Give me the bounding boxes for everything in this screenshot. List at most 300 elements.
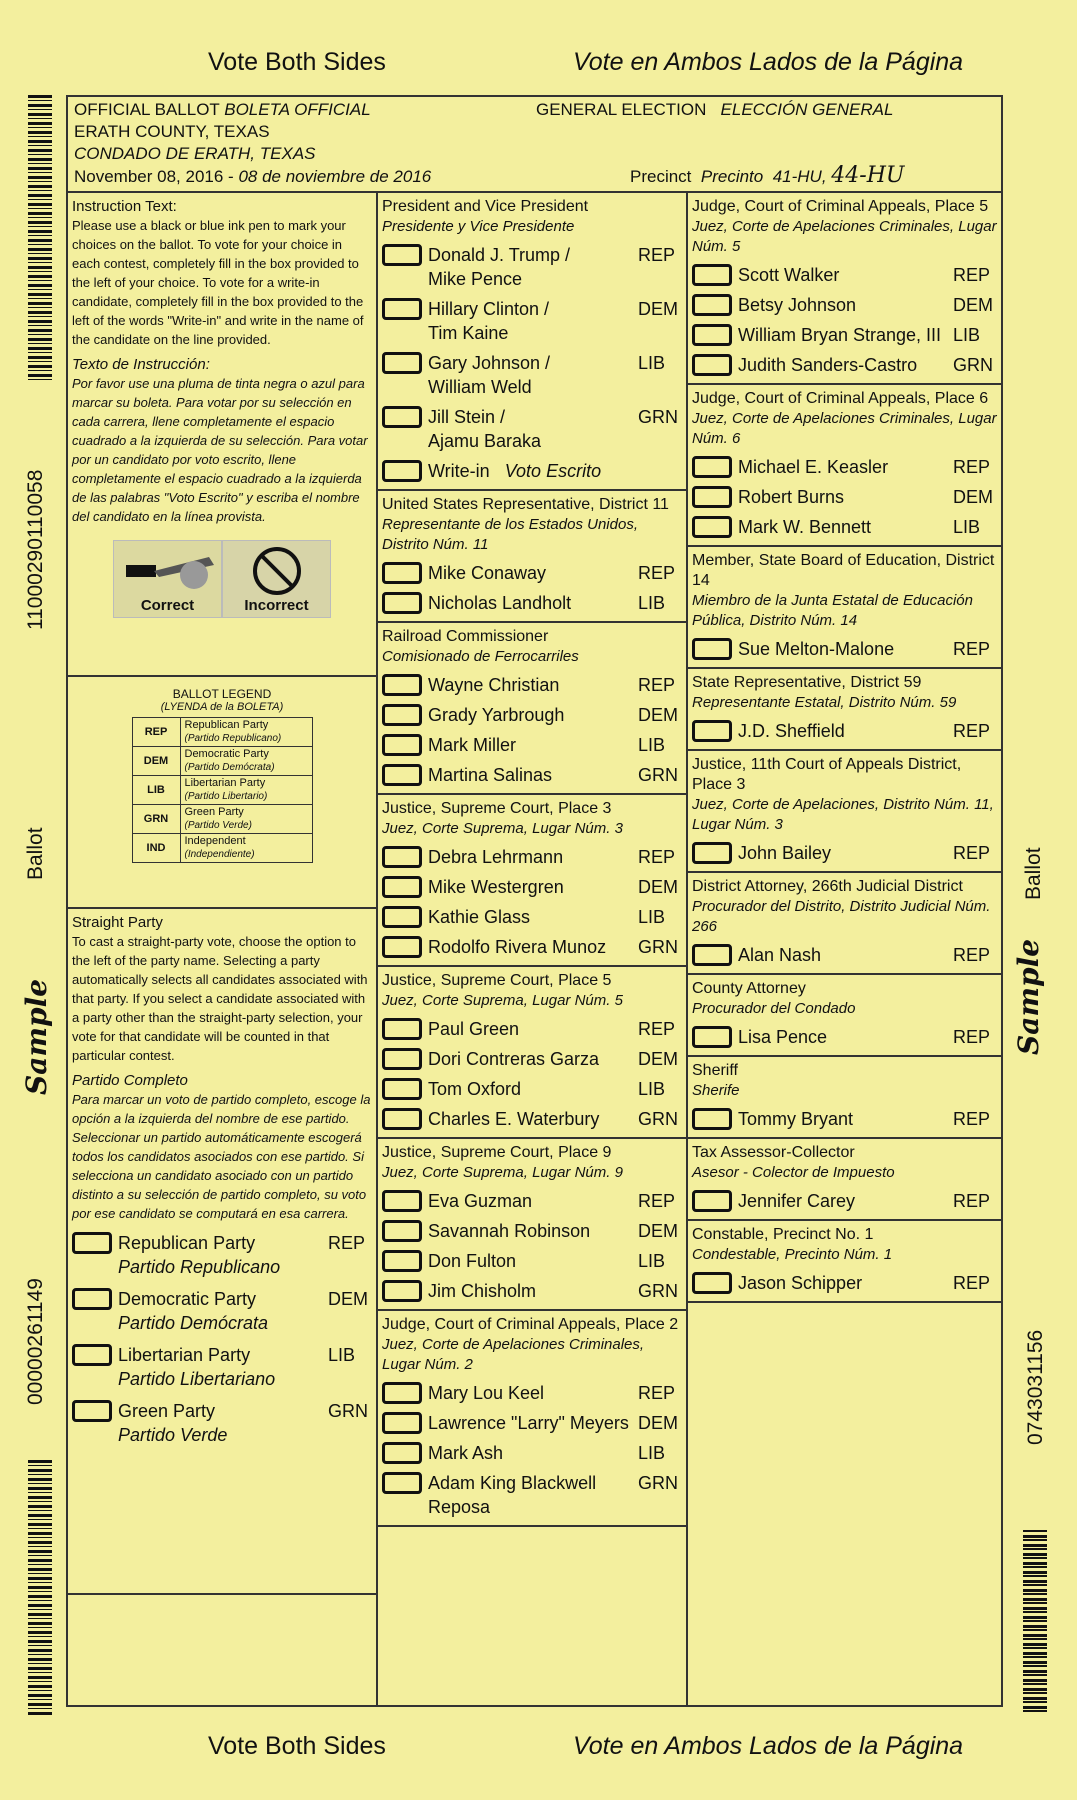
contest <box>688 385 1001 547</box>
vote-box[interactable] <box>692 1190 732 1212</box>
candidate-party: GRN <box>638 407 678 427</box>
legend-row <box>132 718 312 747</box>
vote-box[interactable] <box>382 1048 422 1070</box>
general-election: GENERAL ELECTION <box>536 100 707 119</box>
vote-box[interactable] <box>72 1232 112 1254</box>
contest-title-es: Asesor - Colector de Impuesto <box>692 1164 895 1181</box>
candidate-option[interactable] <box>382 1249 682 1273</box>
contest <box>688 1139 1001 1221</box>
candidate-party: LIB <box>953 325 981 345</box>
candidate-name: Gary Johnson / <box>428 353 551 373</box>
contest-title: Judge, Court of Criminal Appeals, Place 5 <box>692 198 989 215</box>
candidate-party: REP <box>638 847 676 867</box>
legend-party-name: Republican Party <box>184 719 269 731</box>
contest-title-es: Procurador del Condado <box>692 1000 856 1017</box>
vote-box[interactable] <box>382 734 422 756</box>
party-name-es: Partido Libertariano <box>118 1369 276 1389</box>
vote-box[interactable] <box>692 638 732 660</box>
candidate-option[interactable] <box>692 323 997 347</box>
vote-box[interactable] <box>692 720 732 742</box>
contest-title: District Attorney, 266th Judicial District <box>692 878 963 895</box>
vote-box[interactable] <box>382 1190 422 1212</box>
candidate-name: William Bryan Strange, III <box>738 325 942 345</box>
candidate-name: Robert Burns <box>738 487 845 507</box>
candidate-option[interactable] <box>692 455 997 479</box>
legend-row <box>132 834 312 863</box>
candidate-option[interactable] <box>382 1077 682 1101</box>
candidate-option[interactable] <box>692 263 997 287</box>
contest-title-es: Sherife <box>692 1082 740 1099</box>
vote-box[interactable] <box>382 460 422 482</box>
straight-party-body-es: Para marcar un voto de partido completo, escoge la opción a la izquierda del nombre de ese partido. Seleccionar un partido automáticamente escogerá todos los candidatos asociados con ese partido. Si selecciona un candidato asociado con un partido distinto a su selección de partido completo, su voto por ese candidato se computará en esa carrera. <box>72 1092 371 1221</box>
contest-title: Judge, Court of Criminal Appeals, Place 6 <box>692 390 989 407</box>
vote-box[interactable] <box>382 1108 422 1130</box>
legend-party-name: Independent <box>184 835 246 847</box>
candidate-name: Tommy Bryant <box>738 1109 854 1129</box>
candidate-option[interactable] <box>382 405 682 453</box>
legend-row <box>132 805 312 834</box>
party-abbr: LIB <box>328 1345 356 1365</box>
candidate-party: REP <box>638 675 676 695</box>
candidate-option[interactable] <box>382 1411 682 1435</box>
contest <box>378 967 686 1139</box>
candidate-party: LIB <box>638 593 666 613</box>
election-date-es: 08 de noviembre de 2016 <box>238 167 432 186</box>
party-name-es: Partido Republicano <box>118 1257 281 1277</box>
candidate-party: REP <box>953 945 991 965</box>
candidate-option[interactable] <box>692 637 997 661</box>
candidate-party: LIB <box>638 735 666 755</box>
straight-party-section <box>68 909 376 1451</box>
candidate-option[interactable] <box>382 1017 682 1041</box>
legend-table <box>132 717 313 863</box>
candidate-option[interactable] <box>382 763 682 787</box>
candidate-option[interactable] <box>382 459 682 483</box>
vote-box[interactable] <box>382 352 422 374</box>
ballot <box>66 95 1003 1707</box>
candidate-party: DEM <box>638 705 678 725</box>
vote-box[interactable] <box>382 1280 422 1302</box>
pen-marking-icon <box>114 545 223 597</box>
vote-box[interactable] <box>382 592 422 614</box>
column-1 <box>68 193 378 1707</box>
candidate-name: Sue Melton-Malone <box>738 639 895 659</box>
vote-box[interactable] <box>692 1108 732 1130</box>
official-ballot: OFFICIAL BALLOT <box>74 100 220 119</box>
vote-box[interactable] <box>382 406 422 428</box>
left-sample-stamp: Sample <box>20 978 53 1095</box>
candidate-name: Hillary Clinton / <box>428 299 550 319</box>
vote-box[interactable] <box>692 456 732 478</box>
candidate-name: Jill Stein / <box>428 407 506 427</box>
candidate-option[interactable] <box>382 351 682 399</box>
legend-party-name: Green Party <box>184 806 244 818</box>
barcode-left-bottom <box>28 1460 52 1715</box>
candidate-party: REP <box>953 721 991 741</box>
candidate-party: GRN <box>638 765 678 785</box>
candidate-option[interactable] <box>382 703 682 727</box>
correct-label: Correct <box>140 597 195 614</box>
precinct-handwritten: 44-HU <box>831 163 905 188</box>
contest-title-es: Representante de los Estados Unidos, Distrito Núm. 11 <box>382 516 638 553</box>
header-vote-both-sides: Vote Both Sides <box>208 48 386 76</box>
straight-party-option[interactable] <box>72 1399 372 1447</box>
contest-title-es: Juez, Corte de Apelaciones Criminales, Lugar Núm. 5 <box>692 218 997 255</box>
candidate-option[interactable] <box>692 719 997 743</box>
contest <box>378 193 686 491</box>
candidate-option[interactable] <box>382 591 682 615</box>
legend-title: BALLOT LEGEND <box>172 687 272 701</box>
instructions-title-es: Texto de Instrucción: <box>72 356 210 373</box>
contest-title: Justice, Supreme Court, Place 3 <box>382 800 612 817</box>
candidate-name: Kathie Glass <box>428 907 531 927</box>
party-name: Democratic Party <box>118 1289 257 1309</box>
contest <box>688 669 1001 751</box>
candidate-name-2: Tim Kaine <box>428 323 509 343</box>
candidate-name: Grady Yarbrough <box>428 705 565 725</box>
candidate-party: REP <box>638 563 676 583</box>
left-ballot-label: Ballot <box>24 827 47 880</box>
vote-box[interactable] <box>692 1026 732 1048</box>
correct-example <box>113 540 222 618</box>
candidate-option[interactable] <box>382 935 682 959</box>
candidate-party: LIB <box>638 1443 666 1463</box>
candidate-option[interactable] <box>382 875 682 899</box>
candidate-option[interactable] <box>382 905 682 929</box>
legend-party-es: (Partido Libertario) <box>184 791 268 802</box>
candidate-party: GRN <box>638 1281 678 1301</box>
contest-title: Tax Assessor-Collector <box>692 1144 855 1161</box>
candidate-party: REP <box>638 1191 676 1211</box>
vote-box[interactable] <box>72 1288 112 1310</box>
legend-row <box>132 776 312 805</box>
candidate-name: Betsy Johnson <box>738 295 857 315</box>
vote-box[interactable] <box>382 1472 422 1494</box>
column-1-divider <box>68 1593 376 1595</box>
vote-box[interactable] <box>382 244 422 266</box>
vote-box[interactable] <box>382 1220 422 1242</box>
vote-box[interactable] <box>692 324 732 346</box>
vote-box[interactable] <box>382 298 422 320</box>
candidate-name: Mark Ash <box>428 1443 504 1463</box>
contest-title: Justice, 11th Court of Appeals District, Place 3 <box>692 756 962 793</box>
candidate-name: Eva Guzman <box>428 1191 533 1211</box>
contest-title: United States Representative, District 11 <box>382 496 669 513</box>
contest <box>688 873 1001 975</box>
candidate-name: Charles E. Waterbury <box>428 1109 600 1129</box>
straight-party-body: To cast a straight-party vote, choose the option to the left of the party name. Selecting a party automatically selects all candidates associated with that party. If you select a candidate associated with a party other than the straight-party selection, your vote for that candidate will be counted in that particular contest. <box>72 934 368 1063</box>
contest <box>378 491 686 623</box>
candidate-name-2: Ajamu Baraka <box>428 431 542 451</box>
candidate-party: LIB <box>638 907 666 927</box>
incorrect-label: Incorrect <box>244 597 309 614</box>
candidate-option[interactable] <box>692 1025 997 1049</box>
barcode-right <box>1023 1530 1047 1715</box>
candidate-option[interactable] <box>382 1381 682 1405</box>
legend-title-es: (LYENDA de la BOLETA) <box>160 701 284 713</box>
left-number-top: 11000290110058 <box>24 469 47 630</box>
precinct-value: 41-HU, <box>772 167 827 186</box>
legend-party-name: Democratic Party <box>184 748 269 760</box>
candidate-name: Jim Chisholm <box>428 1281 537 1301</box>
legend-abbr: LIB <box>132 776 180 805</box>
candidate-name: Dori Contreras Garza <box>428 1049 600 1069</box>
straight-party-option[interactable] <box>72 1231 372 1279</box>
candidate-name: Tom Oxford <box>428 1079 522 1099</box>
contest-title-es: Juez, Corte de Apelaciones, Distrito Núm. 11, Lugar Núm. 3 <box>692 796 994 833</box>
legend-party-es: (Independiente) <box>184 849 255 860</box>
candidate-party: GRN <box>638 1473 678 1493</box>
column-3 <box>688 193 1001 1707</box>
column-2 <box>378 193 688 1707</box>
candidate-option[interactable] <box>692 485 997 509</box>
legend-abbr: IND <box>132 834 180 863</box>
straight-party-option[interactable] <box>72 1343 372 1391</box>
candidate-option[interactable] <box>692 841 997 865</box>
contest-title: Judge, Court of Criminal Appeals, Place 2 <box>382 1316 679 1333</box>
vote-box[interactable] <box>382 1078 422 1100</box>
candidate-name: Savannah Robinson <box>428 1221 591 1241</box>
right-number: 0743031156 <box>1024 1329 1047 1445</box>
contest-title: Justice, Supreme Court, Place 9 <box>382 1144 612 1161</box>
candidate-name: Paul Green <box>428 1019 520 1039</box>
vote-box[interactable] <box>692 294 732 316</box>
candidate-option[interactable] <box>382 297 682 345</box>
candidate-party: GRN <box>638 937 678 957</box>
contest-title: Justice, Supreme Court, Place 5 <box>382 972 612 989</box>
party-name: Libertarian Party <box>118 1345 251 1365</box>
candidate-party: REP <box>953 1273 991 1293</box>
contest-title: President and Vice President <box>382 198 589 215</box>
candidate-name: Scott Walker <box>738 265 840 285</box>
candidate-option[interactable] <box>692 293 997 317</box>
contest-title-es: Juez, Corte Suprema, Lugar Núm. 3 <box>382 820 623 837</box>
vote-box[interactable] <box>692 944 732 966</box>
candidate-party: REP <box>953 639 991 659</box>
vote-box[interactable] <box>382 764 422 786</box>
vote-box[interactable] <box>382 906 422 928</box>
candidate-name-2: Mike Pence <box>428 269 523 289</box>
vote-box[interactable] <box>382 1442 422 1464</box>
candidate-party: LIB <box>638 353 666 373</box>
instructions-body-es: Por favor use una pluma de tinta negra o azul para marcar su boleta. Para votar por su selección en cada carrera, llene completamente el espacio cuadrado a la izquierda de su selección. Para votar por un candidato por voto escrito, llene completamente el espacio cuadrado a la izquierda de las palabras "Voto Escrito" y escriba el nombre del candidato en la línea provista. <box>72 376 368 524</box>
legend-row <box>132 747 312 776</box>
contest-title-es: Juez, Corte de Apelaciones Criminales, Lugar Núm. 2 <box>382 1336 645 1373</box>
contest-title: Constable, Precinct No. 1 <box>692 1226 874 1243</box>
candidate-option[interactable] <box>382 733 682 757</box>
vote-box[interactable] <box>692 842 732 864</box>
contest-title: State Representative, District 59 <box>692 674 922 691</box>
candidate-name: Judith Sanders-Castro <box>738 355 918 375</box>
contest-title-es: Condestable, Precinto Núm. 1 <box>692 1246 893 1263</box>
barcode-left-top <box>28 95 52 380</box>
candidate-name: Debra Lehrmann <box>428 847 564 867</box>
contest <box>688 1057 1001 1139</box>
candidate-name: Don Fulton <box>428 1251 517 1271</box>
vote-box[interactable] <box>382 936 422 958</box>
official-ballot-es: BOLETA OFFICIAL <box>224 100 371 119</box>
candidate-party: REP <box>953 843 991 863</box>
candidate-option[interactable] <box>382 1219 682 1243</box>
candidate-party: LIB <box>953 517 981 537</box>
no-mark-icon <box>223 545 332 597</box>
vote-box[interactable] <box>382 1412 422 1434</box>
vote-box[interactable] <box>72 1344 112 1366</box>
candidate-name: Lisa Pence <box>738 1027 828 1047</box>
candidate-party: DEM <box>953 295 993 315</box>
candidate-name: Martina Salinas <box>428 765 553 785</box>
contest-title-es: Juez, Corte de Apelaciones Criminales, Lugar Núm. 6 <box>692 410 997 447</box>
footer-vote-both-sides: Vote Both Sides <box>208 1732 386 1760</box>
candidate-option[interactable] <box>692 943 997 967</box>
vote-box[interactable] <box>382 674 422 696</box>
candidate-party: REP <box>953 1191 991 1211</box>
candidate-party: DEM <box>638 877 678 897</box>
instructions-section <box>68 193 376 677</box>
candidate-option[interactable] <box>382 845 682 869</box>
legend-party-es: (Partido Demócrata) <box>184 762 275 773</box>
contest <box>688 975 1001 1057</box>
candidate-option[interactable] <box>692 1107 997 1131</box>
vote-box[interactable] <box>72 1400 112 1422</box>
candidate-name: Michael E. Keasler <box>738 457 889 477</box>
candidate-party: REP <box>638 245 676 265</box>
candidate-option[interactable] <box>692 515 997 539</box>
party-abbr: DEM <box>328 1289 368 1309</box>
candidate-name: Jennifer Carey <box>738 1191 856 1211</box>
vote-box[interactable] <box>692 354 732 376</box>
candidate-option[interactable] <box>382 1047 682 1071</box>
candidate-name: Nicholas Landholt <box>428 593 572 613</box>
contest-title-es: Juez, Corte Suprema, Lugar Núm. 9 <box>382 1164 623 1181</box>
county-es: CONDADO DE ERATH, TEXAS <box>74 144 316 163</box>
candidate-party: DEM <box>953 487 993 507</box>
candidate-party: DEM <box>638 299 678 319</box>
contest-title-es: Miembro de la Junta Estatal de Educación Pública, Distrito Núm. 14 <box>692 592 973 629</box>
candidate-option[interactable] <box>692 1271 997 1295</box>
vote-box[interactable] <box>382 1250 422 1272</box>
legend-abbr: REP <box>132 718 180 747</box>
vote-box[interactable] <box>382 704 422 726</box>
candidate-option[interactable] <box>382 243 682 291</box>
candidate-party: DEM <box>638 1413 678 1433</box>
candidate-party: REP <box>953 1109 991 1129</box>
contest <box>378 623 686 795</box>
precinct-label-es: Precinto <box>700 167 764 186</box>
candidate-option[interactable] <box>692 1189 997 1213</box>
footer-vote-both-sides-es: Vote en Ambos Lados de la Página <box>573 1732 964 1760</box>
straight-party-option[interactable] <box>72 1287 372 1335</box>
party-name-es: Partido Verde <box>118 1425 228 1445</box>
contest <box>688 751 1001 873</box>
candidate-option[interactable] <box>382 1189 682 1213</box>
candidate-party: LIB <box>638 1079 666 1099</box>
candidate-option[interactable] <box>382 1471 682 1519</box>
instructions-body: Please use a black or blue ink pen to mark your choices on the ballot. To vote for your choice in each contest, completely fill in the box provided to the left of your choice. To vote for a write-in candidate, completely fill in the box provided to the left of the words "Write-in" and write in the name of the candidate on the line provided. <box>72 218 364 347</box>
candidate-option[interactable] <box>382 1441 682 1465</box>
candidate-name: Mark Miller <box>428 735 516 755</box>
contest <box>378 795 686 967</box>
candidate-option[interactable] <box>382 673 682 697</box>
vote-box[interactable] <box>382 846 422 868</box>
candidate-party: REP <box>953 265 991 285</box>
vote-box[interactable] <box>692 1272 732 1294</box>
party-abbr: REP <box>328 1233 366 1253</box>
vote-box[interactable] <box>382 1382 422 1404</box>
general-election-es: ELECCIÓN GENERAL <box>720 100 894 119</box>
legend-section <box>68 677 376 909</box>
vote-box[interactable] <box>382 876 422 898</box>
contest <box>688 547 1001 669</box>
left-number-bottom: 00000261149 <box>24 1278 47 1405</box>
candidate-name-2: Reposa <box>428 1497 491 1517</box>
straight-party-title: Straight Party <box>72 914 163 931</box>
contest-title: County Attorney <box>692 980 806 997</box>
candidate-option[interactable] <box>382 1279 682 1303</box>
vote-box[interactable] <box>382 1018 422 1040</box>
candidate-party: DEM <box>638 1221 678 1241</box>
party-name-es: Partido Demócrata <box>118 1313 269 1333</box>
candidate-name-2: William Weld <box>428 377 532 397</box>
candidate-party: REP <box>953 457 991 477</box>
precinct-label: Precinct <box>630 167 692 186</box>
candidate-name: Alan Nash <box>738 945 822 965</box>
vote-box[interactable] <box>692 516 732 538</box>
straight-party-title-es: Partido Completo <box>72 1072 188 1089</box>
party-name: Republican Party <box>118 1233 256 1253</box>
candidate-name: Write-in <box>428 461 490 481</box>
candidate-name: John Bailey <box>738 843 832 863</box>
vote-box[interactable] <box>692 264 732 286</box>
legend-abbr: GRN <box>132 805 180 834</box>
instructions-title: Instruction Text: <box>72 198 177 215</box>
contest-title-es: Juez, Corte Suprema, Lugar Núm. 5 <box>382 992 623 1009</box>
contest-title: Member, State Board of Education, District 14 <box>692 552 995 589</box>
vote-box[interactable] <box>692 486 732 508</box>
write-in-es: Voto Escrito <box>504 461 602 481</box>
contest-title: Railroad Commissioner <box>382 628 549 645</box>
right-ballot-label: Ballot <box>1022 847 1045 900</box>
party-abbr: GRN <box>328 1401 368 1421</box>
candidate-name: Mark W. Bennett <box>738 517 872 537</box>
contest <box>688 193 1001 385</box>
vote-box[interactable] <box>382 562 422 584</box>
candidate-option[interactable] <box>382 1107 682 1131</box>
incorrect-example <box>222 540 331 618</box>
candidate-name: Adam King Blackwell <box>428 1473 597 1493</box>
candidate-party: DEM <box>638 1049 678 1069</box>
candidate-name: Mary Lou Keel <box>428 1383 545 1403</box>
legend-abbr: DEM <box>132 747 180 776</box>
candidate-name: Mike Conaway <box>428 563 547 583</box>
candidate-name: Wayne Christian <box>428 675 560 695</box>
contest <box>378 1139 686 1311</box>
candidate-party: GRN <box>638 1109 678 1129</box>
contest-title-es: Comisionado de Ferrocarriles <box>382 648 579 665</box>
contest-title: Sheriff <box>692 1062 738 1079</box>
candidate-option[interactable] <box>692 353 997 377</box>
legend-party-es: (Partido Verde) <box>184 820 252 831</box>
candidate-name: Donald J. Trump / <box>428 245 571 265</box>
mark-example <box>113 540 331 618</box>
county: ERATH COUNTY, TEXAS <box>74 122 270 141</box>
right-sample-stamp: Sample <box>1012 938 1045 1055</box>
ballot-top-info <box>68 97 1001 193</box>
party-name: Green Party <box>118 1401 216 1421</box>
candidate-party: GRN <box>953 355 993 375</box>
candidate-option[interactable] <box>382 561 682 585</box>
candidate-party: REP <box>953 1027 991 1047</box>
